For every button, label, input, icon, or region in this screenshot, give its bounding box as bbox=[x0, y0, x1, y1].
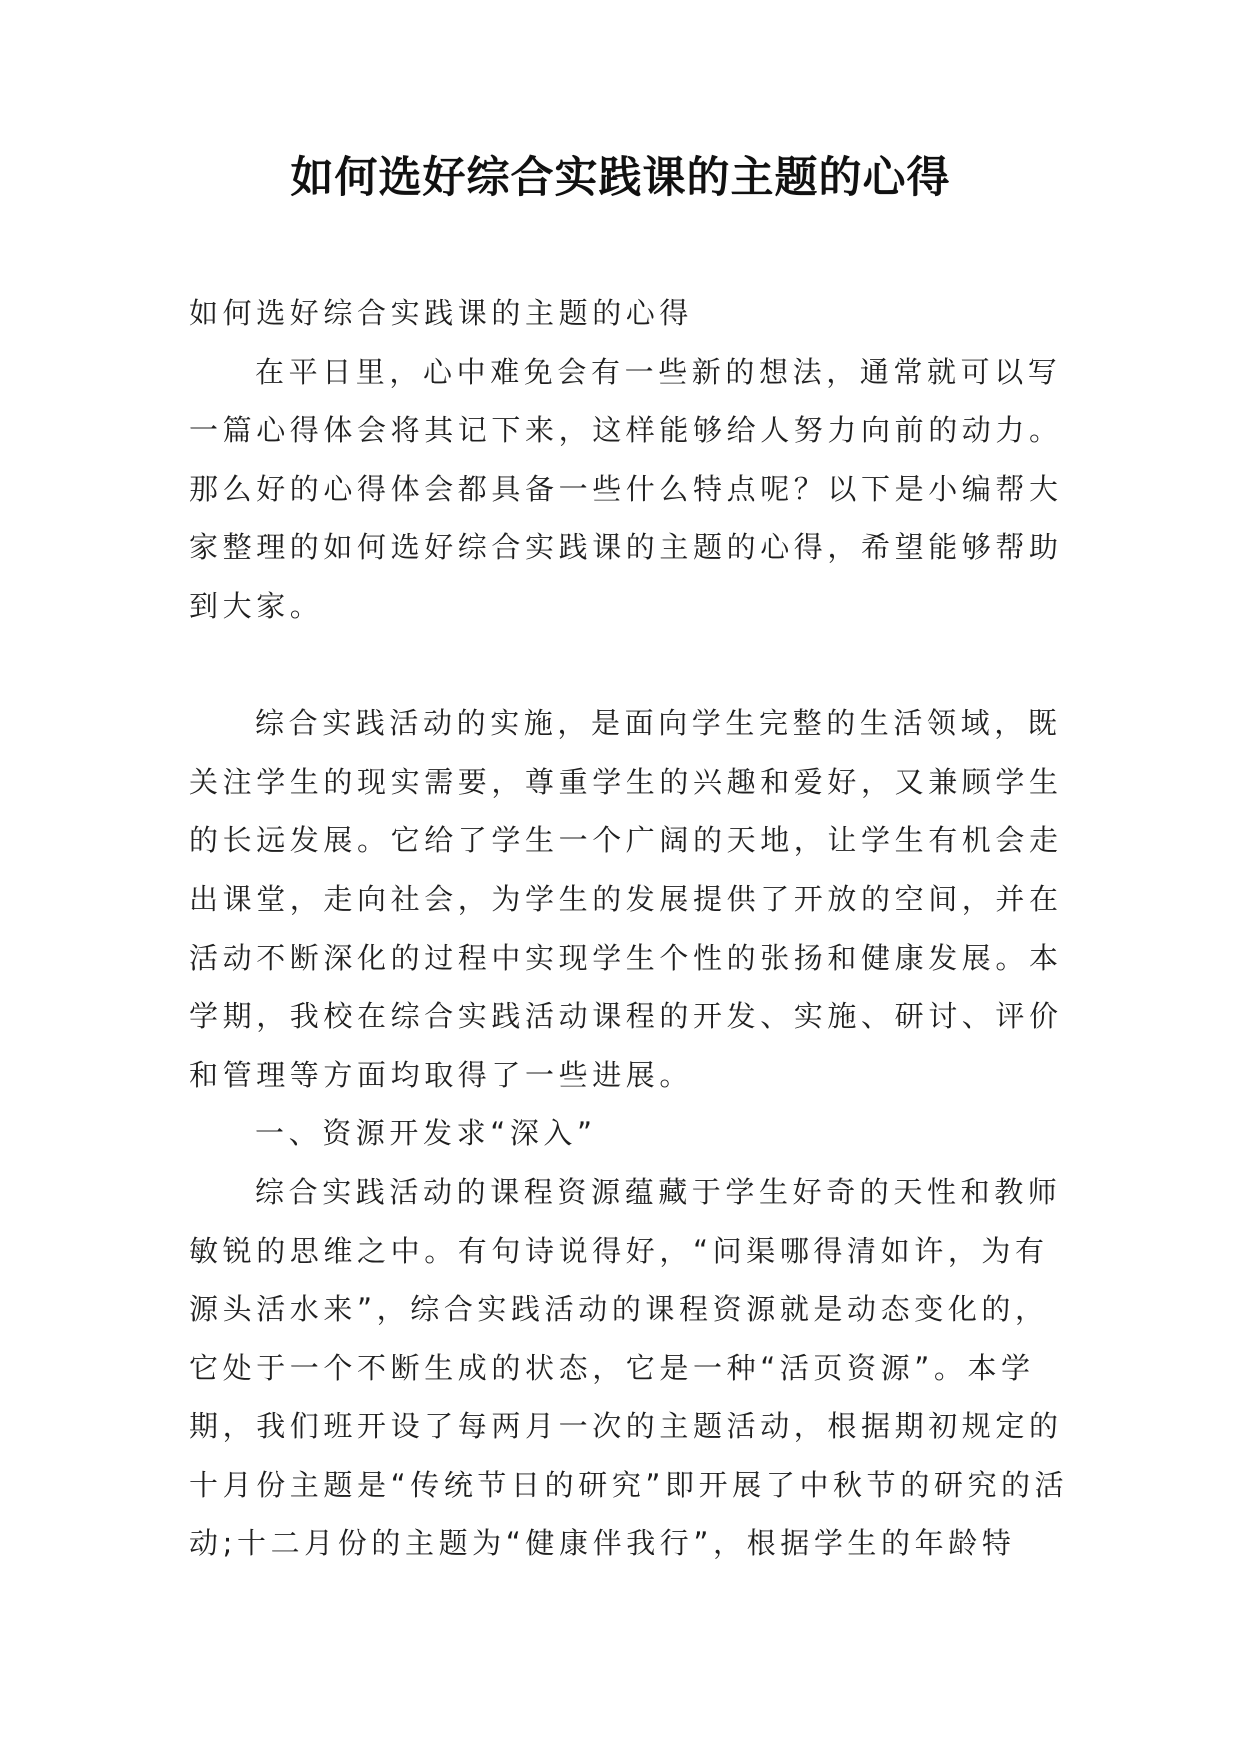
document-title: 如何选好综合实践课的主题的心得 bbox=[290, 153, 951, 203]
paragraph-overview: 综合实践活动的实施，是面向学生完整的生活领域，既关注学生的现实需要，尊重学生的兴趣和爱好，又兼顾学生的长远发展。它给了学生一个广阔的天地，让学生有机会走出课堂，走向社会，为学生的发展提供了开放的空间，并在活动不断深化的过程中实现学生个性的张扬和健康发展。本学期，我校在综合实践活动课程的开发、实施、研讨、评价和管理等方面均取得了一些进展。 bbox=[189, 706, 1063, 1092]
paragraph-spacer bbox=[189, 636, 1069, 695]
paragraph-resources: 综合实践活动的课程资源蕴藏于学生好奇的天性和教师敏锐的思维之中。有句诗说得好，“问渠哪得清如许，为有源头活水来”，综合实践活动的课程资源就是动态变化的，它处于一个不断生成的状态，它是一种“活页资源”。本学期，我们班开设了每两月一次的主题活动，根据期初规定的十月份主题是“传统节日的研究”即开展了中秋节的研究的活动;十二月份的主题为“健康伴我行”，根据学生的年龄特 bbox=[189, 1174, 1069, 1561]
paragraph-intro: 在平日里，心中难免会有一些新的想法，通常就可以写一篇心得体会将其记下来，这样能够给人努力向前的动力。那么好的心得体会都具备一些什么特点呢？以下是小编帮大家整理的如何选好综合实践课的主题的心得，希望能够帮助到大家。 bbox=[189, 354, 1063, 623]
document-body bbox=[189, 284, 1069, 1573]
document-subtitle: 如何选好综合实践课的主题的心得 bbox=[189, 296, 694, 330]
section-heading: 一、资源开发求“深入” bbox=[255, 1116, 597, 1151]
